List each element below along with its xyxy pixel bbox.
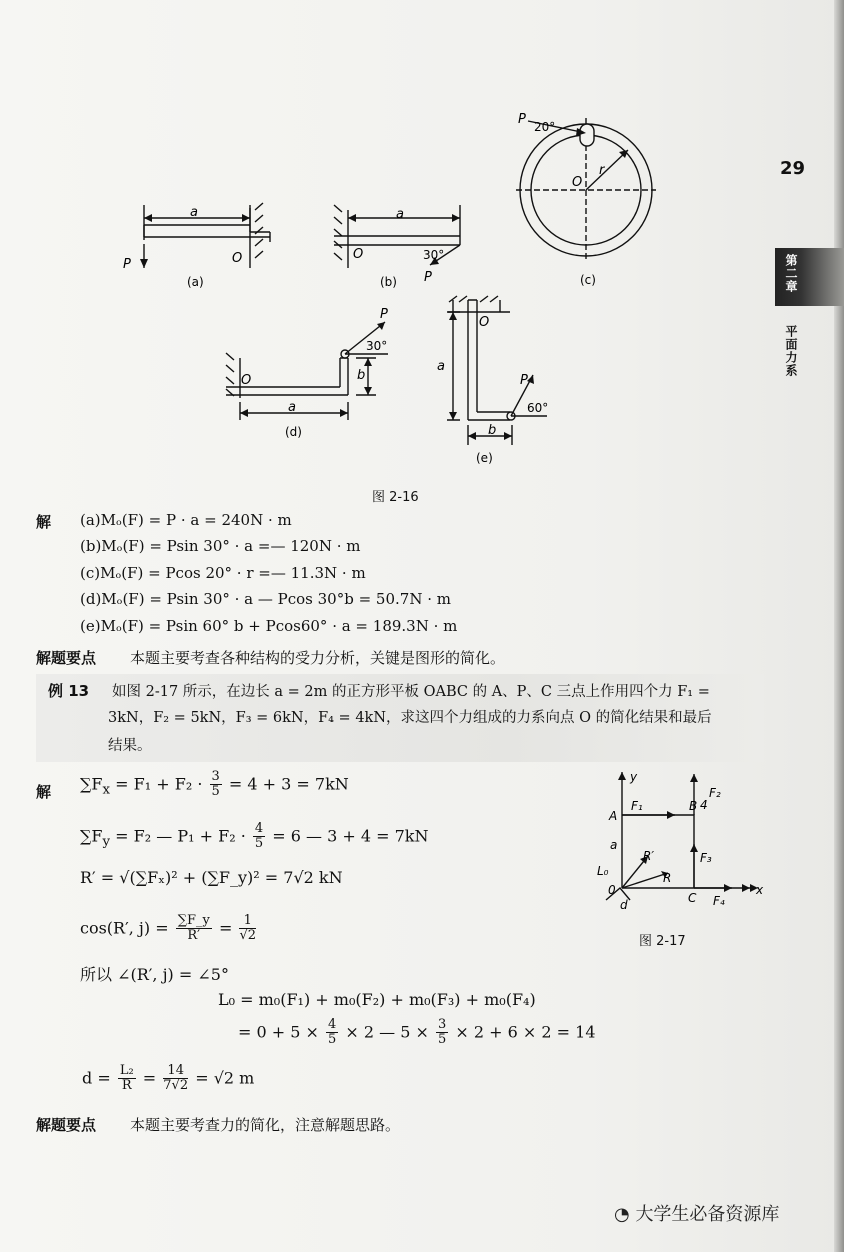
cosine-equation [80,914,258,944]
fig17-f2-label: F₂ [709,786,721,800]
example-13-line-2: 3kN，F₂ = 5kN，F₃ = 6kN，F₄ = 4kN，求这四个力组成的力系向点 O 的简化结果和最后 [108,710,712,726]
cosine-left: cos(R′, j) = [80,918,169,938]
fig17-f4-label: F₄ [713,894,725,908]
sum-fx-equation [80,770,349,800]
distance-fraction-1: $\frac{\text{L₂}}{R}$ [119,1063,134,1094]
example-13-line-3: 结果。 [108,738,152,754]
sum-fy-middle: = F₂ — P₁ + F₂ · [115,826,246,846]
moment-fraction-1: $\frac{4}{5}$ [328,1017,337,1048]
fig-b-label-o: O [353,247,364,262]
solution-1-key-label: 解题要点 [36,649,97,667]
fig-e-label-p: P [520,373,528,388]
fig-b-label-a: a [396,207,404,222]
sum-fx-middle: = F₁ + F₂ · [115,774,203,794]
fig-sub-b: (b) [380,275,397,289]
solution-1-line-c: (c)Mₒ(F) = Pcos 20° · r =— 11.3N · m [80,564,366,582]
sum-fy-result: = 6 — 3 + 4 = 7kN [272,826,429,846]
resultant-equation: R′ = √(∑Fₓ)² + (∑F_y)² = 7√2 kN [80,868,343,887]
sum-fx-subscript: x [102,782,111,798]
figure-2-17-caption: 图 2-17 [639,934,686,949]
solution-1-line-b: (b)Mₒ(F) = Psin 30° · a =— 120N · m [80,537,361,555]
fig17-b-point: B [689,799,698,813]
fig-sub-c: (c) [580,273,596,287]
fig-b-label-p: P [424,270,432,285]
fig-c-angle: 20° [534,120,556,134]
solution-2-label: 解 [36,783,52,801]
fig17-l0-label: L₀ [597,864,609,878]
sum-fx-symbol: ∑F [80,774,103,794]
fig17-x-label: x [756,883,764,897]
fig-e-label-a: a [437,359,445,374]
fig-b-angle: 30° [423,248,445,262]
fig-c-label-p: P [518,112,526,127]
moment-calculation-line: = 0 + 5 × $\frac{4}{5}$ × 2 — 5 × $\frac{3}{5}$ × 2 + 6 × 2 = 14 [238,1017,596,1048]
fig-sub-a: (a) [187,275,204,289]
sum-fy-symbol: ∑F [80,826,103,846]
fig17-four-label: 4 [700,798,708,812]
sum-fy-fraction: $\frac{4}{5}$ [254,821,264,852]
chapter-tab-label: 第二章 [784,254,798,293]
fig-sub-d: (d) [285,425,302,439]
wechat-icon: ◔ [614,1204,636,1225]
sum-fy-equation [80,822,428,852]
sum-fx-result: = 4 + 3 = 7kN [228,774,349,794]
distance-fraction-2: $\frac{14}{7√2}$ [163,1063,189,1094]
solution-2-key-label: 解题要点 [36,1116,97,1134]
fig17-d-label: d [620,898,628,912]
cosine-fraction-1: $\frac{\sum F\_y}{R'}$ [177,913,210,944]
fig-d-label-b: b [357,368,366,383]
fig17-rprime-label: R′ [643,849,655,863]
fig17-f1-label: F₁ [631,799,643,813]
fig17-y-label: y [630,770,638,784]
fig-a-label-p: P [123,257,131,272]
fig17-r-label: R [663,871,672,885]
sum-fy-subscript: y [102,834,111,850]
fig-a-label-o: O [232,251,243,266]
fig-c-label-o: O [572,175,583,190]
fig-e-angle: 60° [527,401,549,415]
fig17-c-point: C [688,891,697,905]
fig-d-label-o: O [241,373,252,388]
solution-1-line-d: (d)Mₒ(F) = Psin 30° · a — Pcos 30°b = 50.7N · m [80,590,451,608]
fig-d-label-a: a [288,400,296,415]
cosine-fraction-2: $\frac{1}{√2}$ [239,913,256,944]
example-13-line-1: 如图 2-17 所示，在边长 a = 2m 的正方形平板 OABC 的 A、P、C 三点上作用四个力 F₁ = [112,684,710,700]
cosine-equals: = [218,918,233,938]
solution-1-key-text: 本题主要考查各种结构的受力分析，关键是图形的简化。 [130,649,506,667]
fig-d-label-p: P [380,307,388,322]
angle-result-line: 所以 ∠(R′, j) = ∠5° [80,965,229,984]
solution-1-line-e: (e)Mₒ(F) = Psin 60° b + Pcos60° · a = 189.3N · m [80,617,458,635]
figure-2-16-caption: 图 2-16 [372,490,419,505]
fig-d-angle: 30° [366,339,388,353]
fig-sub-e: (e) [476,451,493,465]
example-13-label: 例 13 [48,682,90,700]
moment-fraction-2: $\frac{3}{5}$ [438,1017,447,1048]
fig-e-label-b: b [488,423,497,438]
chapter-side-title: 平面力系 [784,325,798,377]
moment-sum-line: L₀ = m₀(F₁) + m₀(F₂) + m₀(F₃) + m₀(F₄) [218,990,536,1009]
fig17-f3-label: F₃ [700,851,712,865]
distance-equation: d = $\frac{\text{L₂}}{R}$ = $\frac{14}{7√2}$ = √2 m [82,1063,255,1094]
fig-e-label-o: O [479,315,490,330]
figure-2-17-diagram [590,764,770,914]
page-number: 29 [780,158,806,179]
sum-fx-fraction: $\frac{3}{5}$ [211,769,220,800]
fig17-a-point: A [609,809,618,823]
figure-2-16-diagram [0,0,844,500]
fig-a-label-a: a [190,205,198,220]
solution-1-label: 解 [36,513,52,531]
solution-1-line-a: (a)Mₒ(F) = P · a = 240N · m [80,511,292,529]
fig17-a-length: a [610,838,618,852]
fig-c-label-r: r [599,163,605,178]
solution-2-key-text: 本题主要考查力的简化，注意解题思路。 [130,1116,401,1134]
fig17-o-point: 0 [608,883,616,897]
wechat-watermark: ◔ 大学生必备资源库 [614,1204,780,1225]
